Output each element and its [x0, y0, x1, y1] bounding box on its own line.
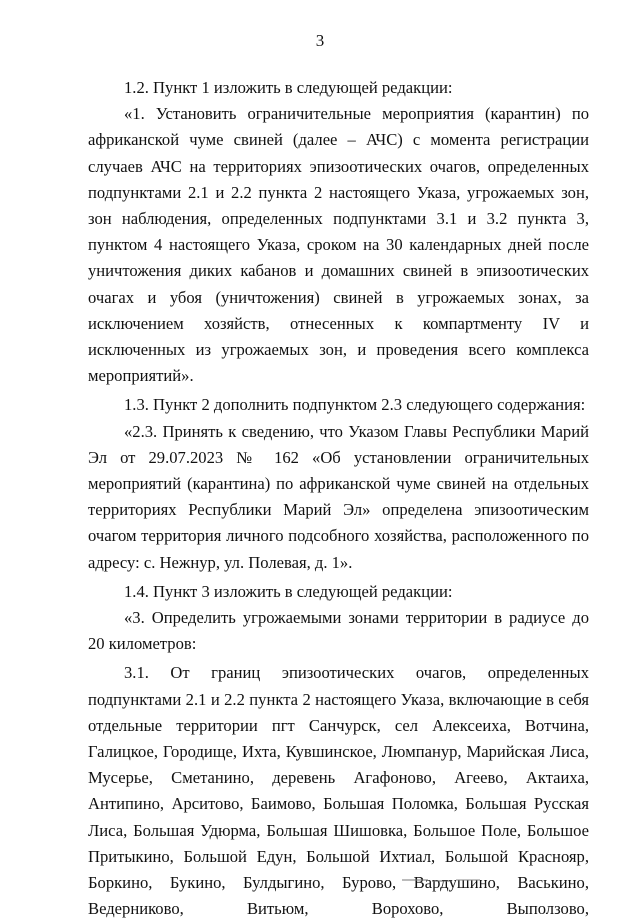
paragraph-1-2: 1.2. Пункт 1 изложить в следующей редакции:	[124, 78, 453, 97]
document-body	[88, 72, 589, 923]
paragraph-point-2-3-text: «2.3. Принять к сведению, что Указом Главы Республики Марий Эл от 29.07.2023 № 162 «Об установлении ограничительных мероприятий (карантина) по африканской чуме свиней на отдельных территориях Республики Марий Эл» определена эпизоотическим очагом территория личного подсобного хозяйства, расположенного по адресу: с. Нежнур, ул. Полевая, д. 1».	[88, 421, 589, 572]
page-number: 3	[315, 31, 325, 50]
paragraph-1-4: 1.4. Пункт 3 изложить в следующей редакции:	[124, 581, 453, 601]
scan-artifact-mark	[400, 877, 482, 883]
paragraph-1-3: 1.3. Пункт 2 дополнить подпунктом 2.3 следующего содержания:	[124, 395, 586, 415]
paragraph-point-3-text: «3. Определить угрожаемыми зонами территории в радиусе до 20 километров:	[88, 608, 589, 654]
paragraph-point-3-1-text: 3.1. От границ эпизоотических очагов, определенных подпунктами 2.1 и 2.2 пункта 2 настоящего Указа, включающие в себя отдельные территории пгт Санчурск, сел Алексеиха, Вотчина, Галицкое, Городище, Ихта, Кувшинское, Люмпанур, Марийская Лиса, Мусерье, Сметанино, деревень Агафоново, Агеево, Актаиха, Антипино, Арситово, Баимово, Большая Поломка, Большая Русская Лиса, Большая Удюрма, Большая Шишовка, Большое Поле, Большое Притыкино, Большой Едун, Большой Ихтиал, Большой Краснояр, Боркино, Букино, Булдыгино, Бурово, Вардушино, Васькино, Ведерниково, Витьюм, Ворохово, Выползово,	[88, 663, 589, 919]
paragraph-point-1-text: «1. Установить ограничительные мероприятия (карантин) по африканской чуме свиней (далее – АЧС) с момента регистрации случаев АЧС на территориях эпизоотических очагов, определенных подпунктами 2.1 и 2.2 пункта 2 настоящего Указа, угрожаемых зон, зон наблюдения, определенных подпунктами 3.1 и 3.2 пункта 3, пунктом 4 настоящего Указа, сроком на 30 календарных дней после уничтожения диких кабанов и домашних свиней в эпизоотических очагах и убоя (уничтожения) свиней в угрожаемых зонах, за исключением хозяйств, отнесенных к компартменту IV и исключенных из угрожаемых зон, и проведения всего комплекса мероприятий».	[88, 104, 589, 386]
